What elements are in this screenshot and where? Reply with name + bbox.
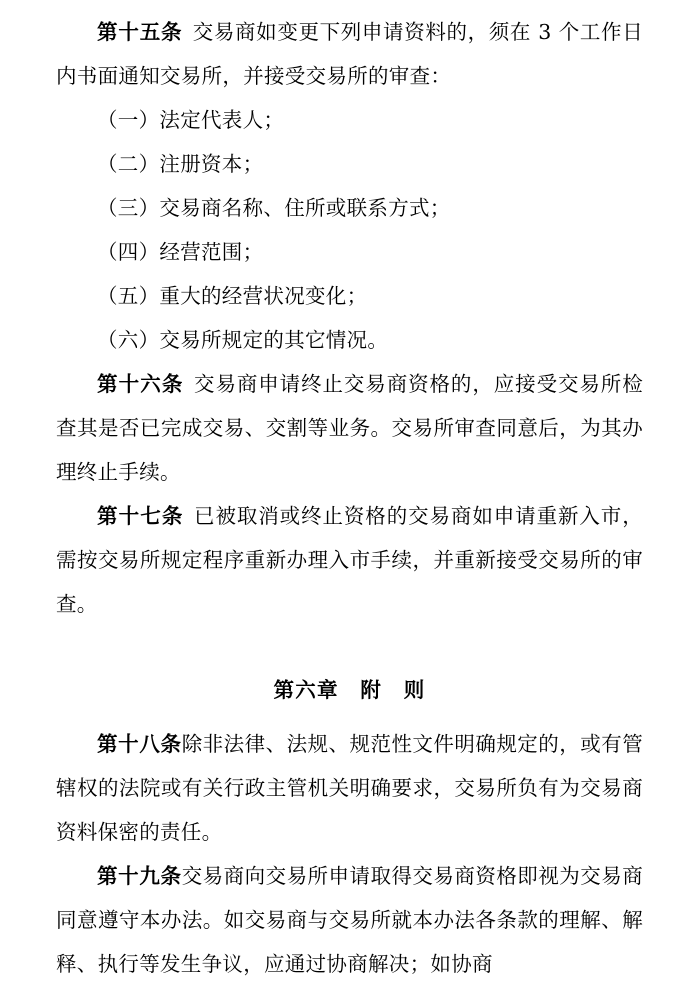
list-item-2: （二）注册资本； xyxy=(97,152,264,176)
section-spacer xyxy=(56,626,643,668)
paragraph-article-15 xyxy=(56,10,643,98)
article-text-17: 已被取消或终止资格的交易商如申请重新入市，需按交易所规定程序重新办理入市手续，并重新接受交易所的审查。 xyxy=(56,504,643,616)
chapter-heading: 第六章 附 则 xyxy=(273,678,426,702)
list-item-4: （四）经营范围； xyxy=(97,240,264,264)
paragraph-article-17 xyxy=(56,494,643,626)
list-item-3: （三）交易商名称、住所或联系方式； xyxy=(97,196,451,220)
article-text-15: 交易商如变更下列申请资料的，须在 3 个工作日内书面通知交易所，并接受交易所的审查： xyxy=(56,20,643,88)
article-label-16: 第十六条 xyxy=(97,372,184,396)
list-item-5: （五）重大的经营状况变化； xyxy=(97,284,368,308)
article-label-19: 第十九条 xyxy=(97,864,182,888)
paragraph-article-19 xyxy=(56,854,643,986)
paragraph-article-16 xyxy=(56,362,643,494)
article-text-18: 除非法律、法规、规范性文件明确规定的，或有管辖权的法院或有关行政主管机关明确要求，交易所负有为交易商资料保密的责任。 xyxy=(56,732,643,844)
article-label-17: 第十七条 xyxy=(97,504,184,528)
article-text-19: 交易商向交易所申请取得交易商资格即视为交易商同意遵守本办法。如交易商与交易所就本办法各条款的理解、解释、执行等发生争议，应通过协商解决；如协商 xyxy=(56,864,643,976)
paragraph-article-18 xyxy=(56,722,643,854)
list-item-1: （一）法定代表人； xyxy=(97,108,285,132)
article-label-15: 第十五条 xyxy=(97,20,183,44)
article-label-18: 第十八条 xyxy=(97,732,182,756)
list-item-6: （六）交易所规定的其它情况。 xyxy=(97,328,389,352)
heading-spacer xyxy=(56,712,643,722)
article-text-16: 交易商申请终止交易商资格的，应接受交易所检查其是否已完成交易、交割等业务。交易所审查同意后，为其办理终止手续。 xyxy=(56,372,643,484)
